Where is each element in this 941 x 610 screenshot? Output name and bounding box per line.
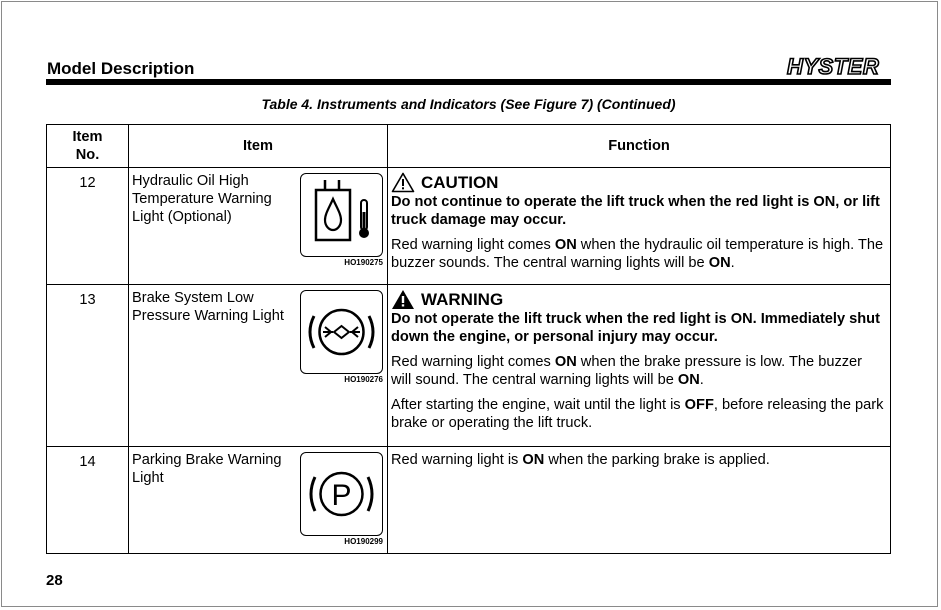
text-run-bold: ON <box>554 354 577 370</box>
signal-word: CAUTION <box>421 172 499 192</box>
text-run-bold: ON <box>708 255 731 271</box>
warning-triangle-icon <box>391 289 415 310</box>
icon-code: HO190299 <box>344 537 383 546</box>
function-paragraph <box>391 396 886 432</box>
text-run: when the brake pressure is low. The buzzer will sound. The central warning lights will be <box>391 354 863 388</box>
warning-heading <box>391 289 886 310</box>
text-run-bold: ON <box>677 372 700 388</box>
icon-block <box>300 290 383 384</box>
svg-text:P: P <box>331 479 352 512</box>
function-cell <box>388 168 891 285</box>
text-run: , before releasing the park brake or operating the lift truck. <box>391 397 884 431</box>
text-run-bold: ON <box>554 237 577 253</box>
item-description: Parking Brake Warning Light <box>132 452 282 486</box>
function-paragraph <box>391 353 886 389</box>
item-description: Hydraulic Oil High Temperature Warning Light (Optional) <box>132 173 272 225</box>
caution-triangle-icon <box>391 172 415 193</box>
text-run: . <box>699 372 704 388</box>
table-row <box>47 168 891 285</box>
table-row <box>47 447 891 554</box>
text-run: Red warning light comes <box>391 354 555 370</box>
table-header-row <box>47 125 891 168</box>
header-rule <box>46 79 891 85</box>
text-run: when the parking brake is applied. <box>544 452 770 468</box>
function-paragraph <box>391 451 886 469</box>
table-caption: Table 4. Instruments and Indicators (See Figure 7) (Continued) <box>261 96 676 112</box>
function-cell <box>388 447 891 554</box>
logo-wordmark: HYSTER <box>787 54 880 78</box>
table-row <box>47 285 891 447</box>
brake-pressure-icon <box>300 290 383 374</box>
header-function: Function <box>388 125 891 168</box>
item-number: 14 <box>47 447 129 554</box>
signal-message: Do not operate the lift truck when the red light is ON. Immediately shut down the engine, or personal injury may occur. <box>391 311 880 345</box>
text-run: when the hydraulic oil temperature is high. The buzzer sounds. The central warning lights will be <box>391 237 884 271</box>
icon-code: HO190276 <box>344 375 383 384</box>
text-run-bold: OFF <box>684 397 714 413</box>
header-item-no: Item No. <box>47 125 129 168</box>
item-cell <box>129 447 388 554</box>
text-run: After starting the engine, wait until the light is <box>391 397 685 413</box>
signal-word: WARNING <box>421 289 504 309</box>
item-cell <box>129 168 388 285</box>
header-item: Item <box>129 125 388 168</box>
text-run: Red warning light comes <box>391 237 555 253</box>
signal-message: Do not continue to operate the lift truck when the red light is ON, or lift truck damage may occur. <box>391 194 880 228</box>
parking-brake-icon <box>300 452 383 536</box>
icon-code: HO190275 <box>344 258 383 267</box>
function-cell <box>388 285 891 447</box>
item-number: 12 <box>47 168 129 285</box>
text-run: . <box>730 255 735 271</box>
function-paragraph <box>391 236 886 272</box>
text-run-bold: ON <box>522 452 545 468</box>
item-cell <box>129 285 388 447</box>
instruments-table <box>46 124 891 554</box>
item-number: 13 <box>47 285 129 447</box>
page-title: Model Description <box>47 59 195 78</box>
caution-heading <box>391 172 886 193</box>
text-run: Red warning light is <box>391 452 523 468</box>
hydraulic-oil-temperature-icon <box>300 173 383 257</box>
icon-block <box>300 173 383 267</box>
icon-block <box>300 452 383 546</box>
item-description: Brake System Low Pressure Warning Light <box>132 290 284 324</box>
page-number: 28 <box>46 572 63 589</box>
